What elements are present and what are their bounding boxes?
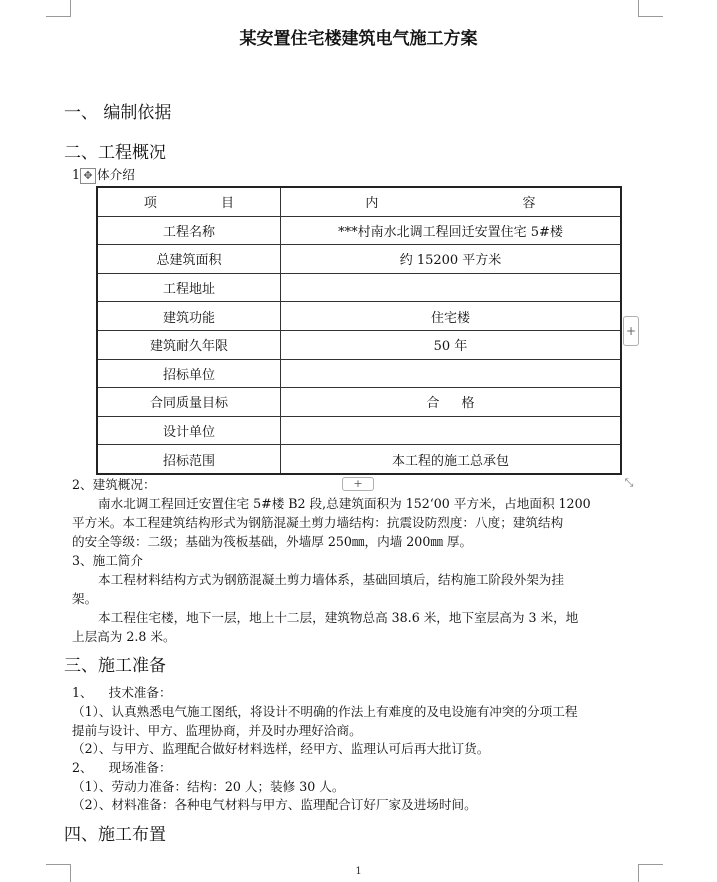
table-row [97, 330, 621, 359]
overview-line-2: 平方米。本工程建筑结构形式为钢筋混凝土剪力墙结构：抗震设防烈度：八度；建筑结构 [72, 515, 564, 530]
table-cell-value[interactable]: ***村南水北调工程回迁安置住宅 5#楼 [281, 216, 622, 245]
subsection-1-prefix: 1 [72, 167, 81, 182]
section-heading-3: 三、施工准备 [64, 656, 166, 676]
section-heading-1: 一、 编制依据 [64, 103, 172, 123]
crop-mark-top-left [46, 0, 71, 17]
table-row [97, 359, 621, 388]
table-row [97, 388, 621, 417]
site-prep-label: 2、 现场准备： [72, 760, 172, 775]
table-header-item: 项 目 [97, 187, 281, 216]
table-cell-label[interactable]: 合同质量目标 [97, 388, 281, 417]
intro-p2-line-1: 本工程住宅楼，地下一层，地上十二层，建筑物总高 38.6 米，地下室层高为 3 米，地 [98, 610, 579, 625]
move-icon: ✥ [83, 169, 93, 182]
site-prep-item-2: （2）、材料准备：各种电气材料与甲方、监理配合订好厂家及进场时间。 [72, 797, 477, 812]
tech-prep-item-1-line-2: 提前与设计、甲方、监理协商，并及时办理好洽商。 [72, 723, 362, 738]
table-cell-label[interactable]: 招标范围 [97, 445, 281, 474]
table-cell-value[interactable]: 本工程的施工总承包 [281, 445, 622, 474]
table-cell-value[interactable] [281, 416, 622, 445]
intro-p2-line-2: 上层高为 2.8 米。 [72, 629, 176, 644]
table-row [97, 245, 621, 274]
table-header-content: 内 容 [281, 187, 622, 216]
resize-icon: ⤡ [624, 476, 634, 489]
site-prep-item-1: （1）、劳动力准备：结构：20 人；装修 30 人。 [72, 779, 345, 794]
table-row [97, 273, 621, 302]
table-cell-value[interactable]: 合 格 [281, 388, 622, 417]
tech-prep-item-1-line-1: （1）、认真熟悉电气施工图纸，将设计不明确的作法上有难度的及电设施有冲突的分项工程 [72, 704, 578, 719]
table-cell-value[interactable]: 住宅楼 [281, 302, 622, 331]
table-cell-value[interactable] [281, 359, 622, 388]
project-info-table [96, 186, 622, 475]
table-row [97, 416, 621, 445]
page-number: 1 [355, 866, 362, 877]
plus-icon: + [353, 477, 363, 490]
table-cell-value[interactable]: 50 年 [281, 330, 622, 359]
plus-icon: + [625, 324, 637, 338]
table-header-row [97, 187, 621, 216]
intro-p1-line-2: 架。 [72, 591, 98, 606]
table-row [97, 216, 621, 245]
intro-p1-line-1: 本工程材料结构方式为钢筋混凝土剪力墙体系，基础回填后，结构施工阶段外架为挂 [98, 572, 564, 587]
table-row [97, 445, 621, 474]
table-cell-value[interactable]: 约 15200 平方米 [281, 245, 622, 274]
overview-label: 2、建筑概况： [72, 477, 156, 492]
table-cell-value[interactable] [281, 273, 622, 302]
crop-mark-top-right [638, 0, 663, 17]
section-heading-4: 四、施工布置 [64, 825, 166, 845]
subsection-1-label: 体介绍 [97, 167, 135, 182]
overview-line-3: 的安全等级：二级；基础为筏板基础，外墙厚 250㎜，内墙 200㎜ 厚。 [72, 534, 473, 549]
table-resize-handle[interactable] [622, 476, 636, 490]
table-cell-label[interactable]: 建筑功能 [97, 302, 281, 331]
document-title: 某安置住宅楼建筑电气施工方案 [239, 29, 478, 49]
table-cell-label[interactable]: 总建筑面积 [97, 245, 281, 274]
table-cell-label[interactable]: 建筑耐久年限 [97, 330, 281, 359]
overview-line-1: 南水北调工程回迁安置住宅 5#楼 B2 段,总建筑面积为 152‘00 平方米，占地面积 1200 [98, 496, 591, 511]
tech-prep-label: 1、 技术准备： [72, 685, 172, 700]
table-cell-label[interactable]: 招标单位 [97, 359, 281, 388]
table-row [97, 302, 621, 331]
intro-label: 3、施工简介 [72, 553, 143, 568]
tech-prep-item-2: （2）、与甲方、监理配合做好材料选样，经甲方、监理认可后再大批订货。 [72, 741, 490, 756]
table-cell-label[interactable]: 设计单位 [97, 416, 281, 445]
table-cell-label[interactable]: 工程地址 [97, 273, 281, 302]
add-row-button[interactable] [342, 477, 374, 491]
add-column-button[interactable] [623, 316, 639, 346]
table-cell-label[interactable]: 工程名称 [97, 216, 281, 245]
section-heading-2: 二、工程概况 [64, 143, 166, 163]
table-move-handle[interactable] [80, 168, 96, 184]
